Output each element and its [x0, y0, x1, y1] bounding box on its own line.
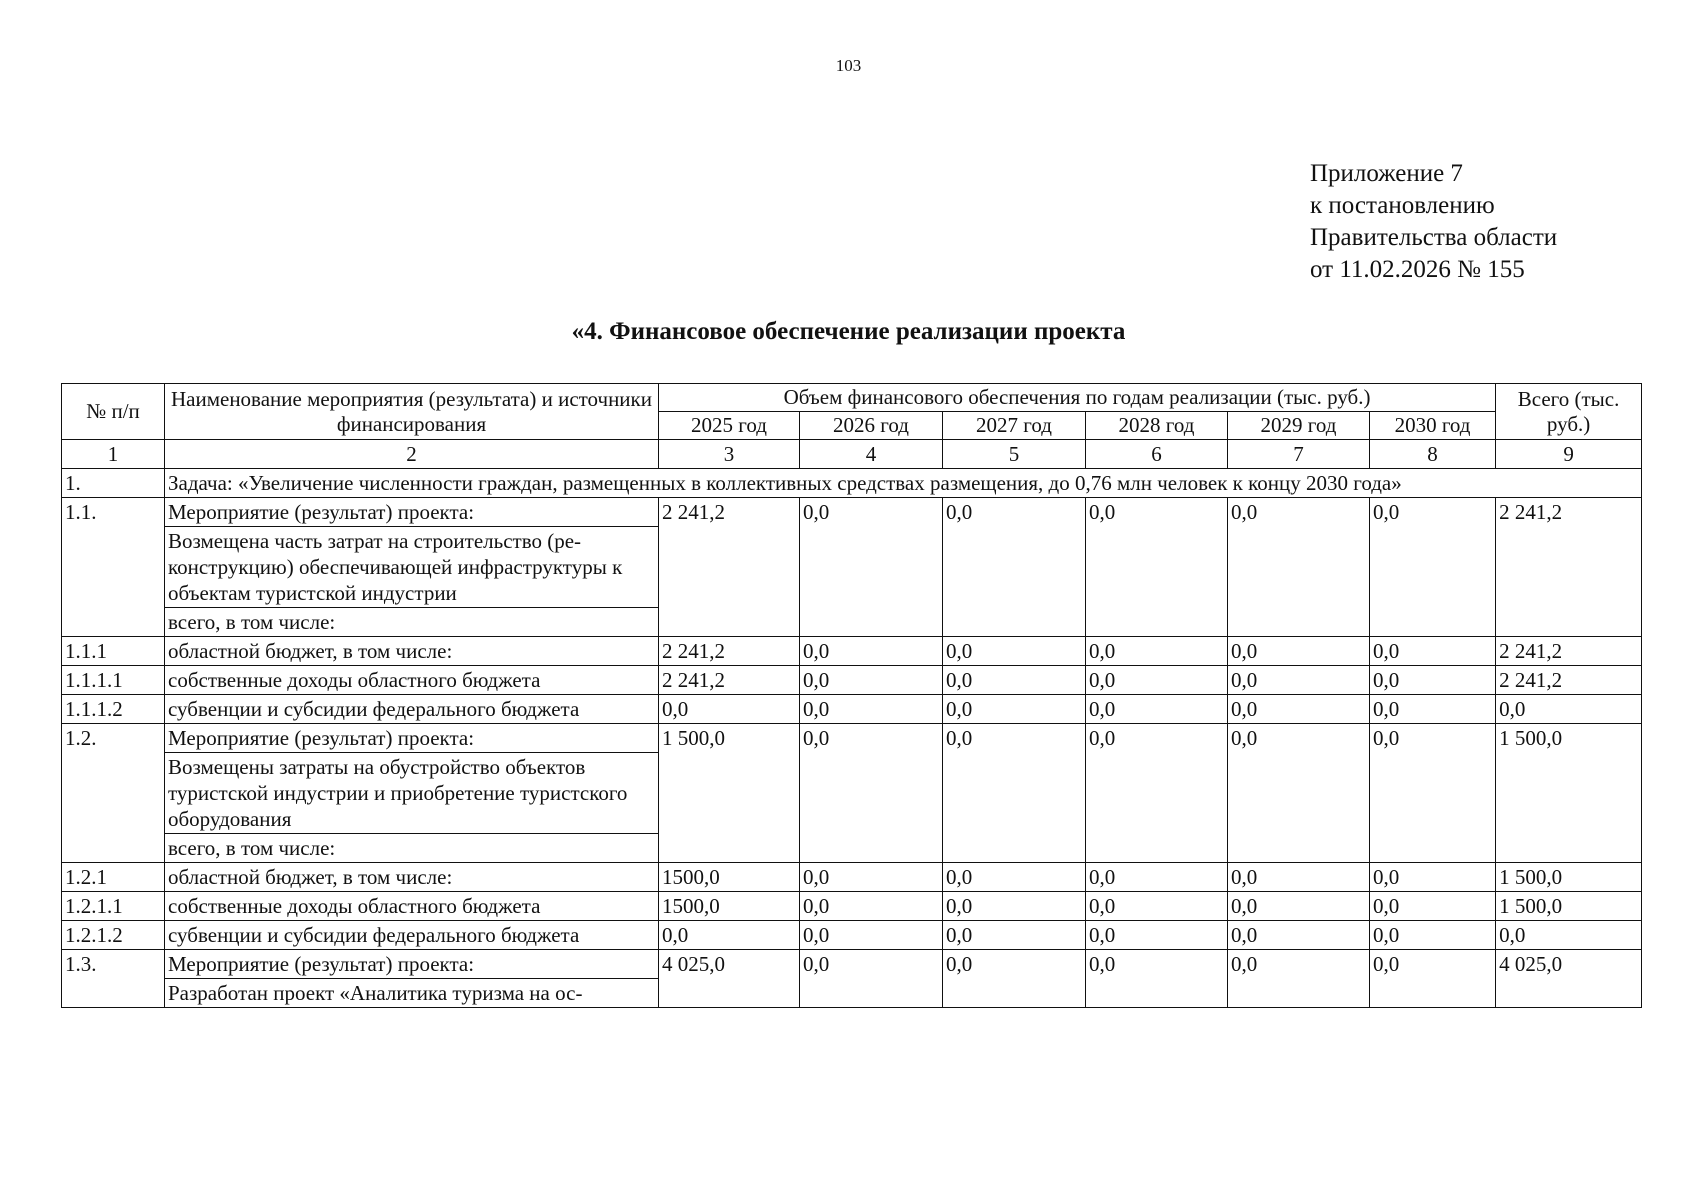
value-cell: 0,0	[1086, 695, 1228, 724]
appendix-block	[1310, 158, 1557, 286]
header-year: 2028 год	[1086, 412, 1228, 440]
value-cell: 0,0	[943, 892, 1086, 921]
measure-label: Мероприятие (результат) проекта:	[165, 724, 659, 753]
value-cell: 0,0	[1370, 921, 1496, 950]
measure-description: Возмещены затраты на обустройство объектов туристской индустрии и приобретение туристского оборудования	[165, 753, 659, 834]
table-row	[62, 921, 1642, 950]
value-cell: 0,0	[1370, 863, 1496, 892]
value-cell: 0,0	[800, 666, 943, 695]
value-cell: 0,0	[943, 724, 1086, 863]
value-cell: 0,0	[1086, 892, 1228, 921]
total-cell: 1 500,0	[1496, 892, 1642, 921]
table-row	[62, 695, 1642, 724]
value-cell: 0,0	[800, 921, 943, 950]
value-cell: 0,0	[1228, 724, 1370, 863]
total-cell: 2 241,2	[1496, 666, 1642, 695]
value-cell: 0,0	[1370, 695, 1496, 724]
measure-description: Возмещена часть затрат на строительство (реконструкцию) обеспечивающей инфраструктуры к объектам туристской индустрии	[165, 527, 659, 608]
column-number: 5	[943, 440, 1086, 469]
value-cell: 0,0	[1370, 498, 1496, 637]
row-number: 1.1.1	[62, 637, 165, 666]
value-cell: 0,0	[1228, 666, 1370, 695]
row-number: 1.2.1	[62, 863, 165, 892]
row-name: субвенции и субсидии федерального бюджета	[165, 695, 659, 724]
value-cell: 0,0	[659, 921, 800, 950]
row-number: 1.2.1.2	[62, 921, 165, 950]
financing-table	[61, 383, 1642, 1008]
column-number: 2	[165, 440, 659, 469]
value-cell: 0,0	[1228, 921, 1370, 950]
row-number: 1.1.1.1	[62, 666, 165, 695]
total-cell: 4 025,0	[1496, 950, 1642, 1008]
row-number: 1.	[62, 469, 165, 498]
value-cell: 0,0	[943, 695, 1086, 724]
value-cell: 0,0	[943, 637, 1086, 666]
value-cell: 0,0	[1228, 695, 1370, 724]
header-num: № п/п	[62, 384, 165, 440]
value-cell: 0,0	[1228, 637, 1370, 666]
value-cell: 0,0	[1086, 637, 1228, 666]
table-row	[62, 498, 1642, 527]
table-row	[62, 950, 1642, 979]
task-text: Задача: «Увеличение численности граждан, размещенных в коллективных средствах размещения, до 0,76 млн человек к концу 2030 года»	[165, 469, 1642, 498]
measure-description: Разработан проект «Аналитика туризма на ос-	[165, 979, 659, 1008]
header-row	[62, 384, 1642, 412]
value-cell: 0,0	[800, 950, 943, 1008]
measure-total-label: всего, в том числе:	[165, 834, 659, 863]
total-cell: 2 241,2	[1496, 498, 1642, 637]
column-number: 8	[1370, 440, 1496, 469]
value-cell: 4 025,0	[659, 950, 800, 1008]
value-cell: 0,0	[1086, 950, 1228, 1008]
header-year: 2029 год	[1228, 412, 1370, 440]
value-cell: 1500,0	[659, 892, 800, 921]
header-total: Всего (тыс. руб.)	[1496, 384, 1642, 440]
value-cell: 0,0	[659, 695, 800, 724]
table-row	[62, 892, 1642, 921]
value-cell: 0,0	[800, 695, 943, 724]
value-cell: 0,0	[1370, 666, 1496, 695]
appendix-line: Приложение 7	[1310, 160, 1463, 187]
table-row	[62, 666, 1642, 695]
measure-total-label: всего, в том числе:	[165, 608, 659, 637]
total-cell: 0,0	[1496, 695, 1642, 724]
appendix-line: Правительства области	[1310, 224, 1558, 251]
measure-label: Мероприятие (результат) проекта:	[165, 950, 659, 979]
value-cell: 2 241,2	[659, 637, 800, 666]
value-cell: 0,0	[943, 921, 1086, 950]
row-number: 1.1.1.2	[62, 695, 165, 724]
value-cell: 0,0	[1370, 724, 1496, 863]
value-cell: 0,0	[1370, 950, 1496, 1008]
page-number: 103	[835, 56, 862, 75]
appendix-line: к постановлению	[1310, 192, 1495, 219]
row-name: областной бюджет, в том числе:	[165, 863, 659, 892]
header-year: 2026 год	[800, 412, 943, 440]
value-cell: 1500,0	[659, 863, 800, 892]
column-number: 9	[1496, 440, 1642, 469]
row-number: 1.3.	[62, 950, 165, 1008]
table-row	[62, 863, 1642, 892]
column-number-row	[62, 440, 1642, 469]
value-cell: 0,0	[943, 666, 1086, 695]
value-cell: 0,0	[800, 863, 943, 892]
row-number: 1.2.1.1	[62, 892, 165, 921]
measure-label: Мероприятие (результат) проекта:	[165, 498, 659, 527]
header-name: Наименование мероприятия (результата) и источники финансирования	[165, 384, 659, 440]
column-number: 3	[659, 440, 800, 469]
header-year: 2030 год	[1370, 412, 1496, 440]
value-cell: 0,0	[1228, 892, 1370, 921]
value-cell: 0,0	[800, 724, 943, 863]
total-cell: 1 500,0	[1496, 863, 1642, 892]
value-cell: 0,0	[800, 892, 943, 921]
appendix-line: от 11.02.2026 № 155	[1310, 256, 1525, 283]
value-cell: 0,0	[800, 498, 943, 637]
header-volume: Объем финансового обеспечения по годам реализации (тыс. руб.)	[659, 384, 1496, 412]
column-number: 4	[800, 440, 943, 469]
value-cell: 0,0	[1228, 863, 1370, 892]
value-cell: 2 241,2	[659, 666, 800, 695]
total-cell: 2 241,2	[1496, 637, 1642, 666]
header-year: 2027 год	[943, 412, 1086, 440]
total-cell: 0,0	[1496, 921, 1642, 950]
value-cell: 0,0	[1228, 950, 1370, 1008]
row-number: 1.1.	[62, 498, 165, 637]
value-cell: 2 241,2	[659, 498, 800, 637]
value-cell: 0,0	[1370, 892, 1496, 921]
row-name: субвенции и субсидии федерального бюджета	[165, 921, 659, 950]
row-number: 1.2.	[62, 724, 165, 863]
total-cell: 1 500,0	[1496, 724, 1642, 863]
value-cell: 1 500,0	[659, 724, 800, 863]
value-cell: 0,0	[943, 498, 1086, 637]
column-number: 6	[1086, 440, 1228, 469]
header-year: 2025 год	[659, 412, 800, 440]
value-cell: 0,0	[1086, 498, 1228, 637]
row-name: собственные доходы областного бюджета	[165, 892, 659, 921]
value-cell: 0,0	[943, 863, 1086, 892]
task-row	[62, 469, 1642, 498]
table-row	[62, 637, 1642, 666]
value-cell: 0,0	[1086, 863, 1228, 892]
value-cell: 0,0	[943, 950, 1086, 1008]
value-cell: 0,0	[1228, 498, 1370, 637]
column-number: 1	[62, 440, 165, 469]
column-number: 7	[1228, 440, 1370, 469]
value-cell: 0,0	[1086, 666, 1228, 695]
value-cell: 0,0	[800, 637, 943, 666]
section-title: «4. Финансовое обеспечение реализации проекта	[571, 318, 1126, 345]
value-cell: 0,0	[1086, 921, 1228, 950]
value-cell: 0,0	[1370, 637, 1496, 666]
row-name: областной бюджет, в том числе:	[165, 637, 659, 666]
table-row	[62, 724, 1642, 753]
value-cell: 0,0	[1086, 724, 1228, 863]
row-name: собственные доходы областного бюджета	[165, 666, 659, 695]
